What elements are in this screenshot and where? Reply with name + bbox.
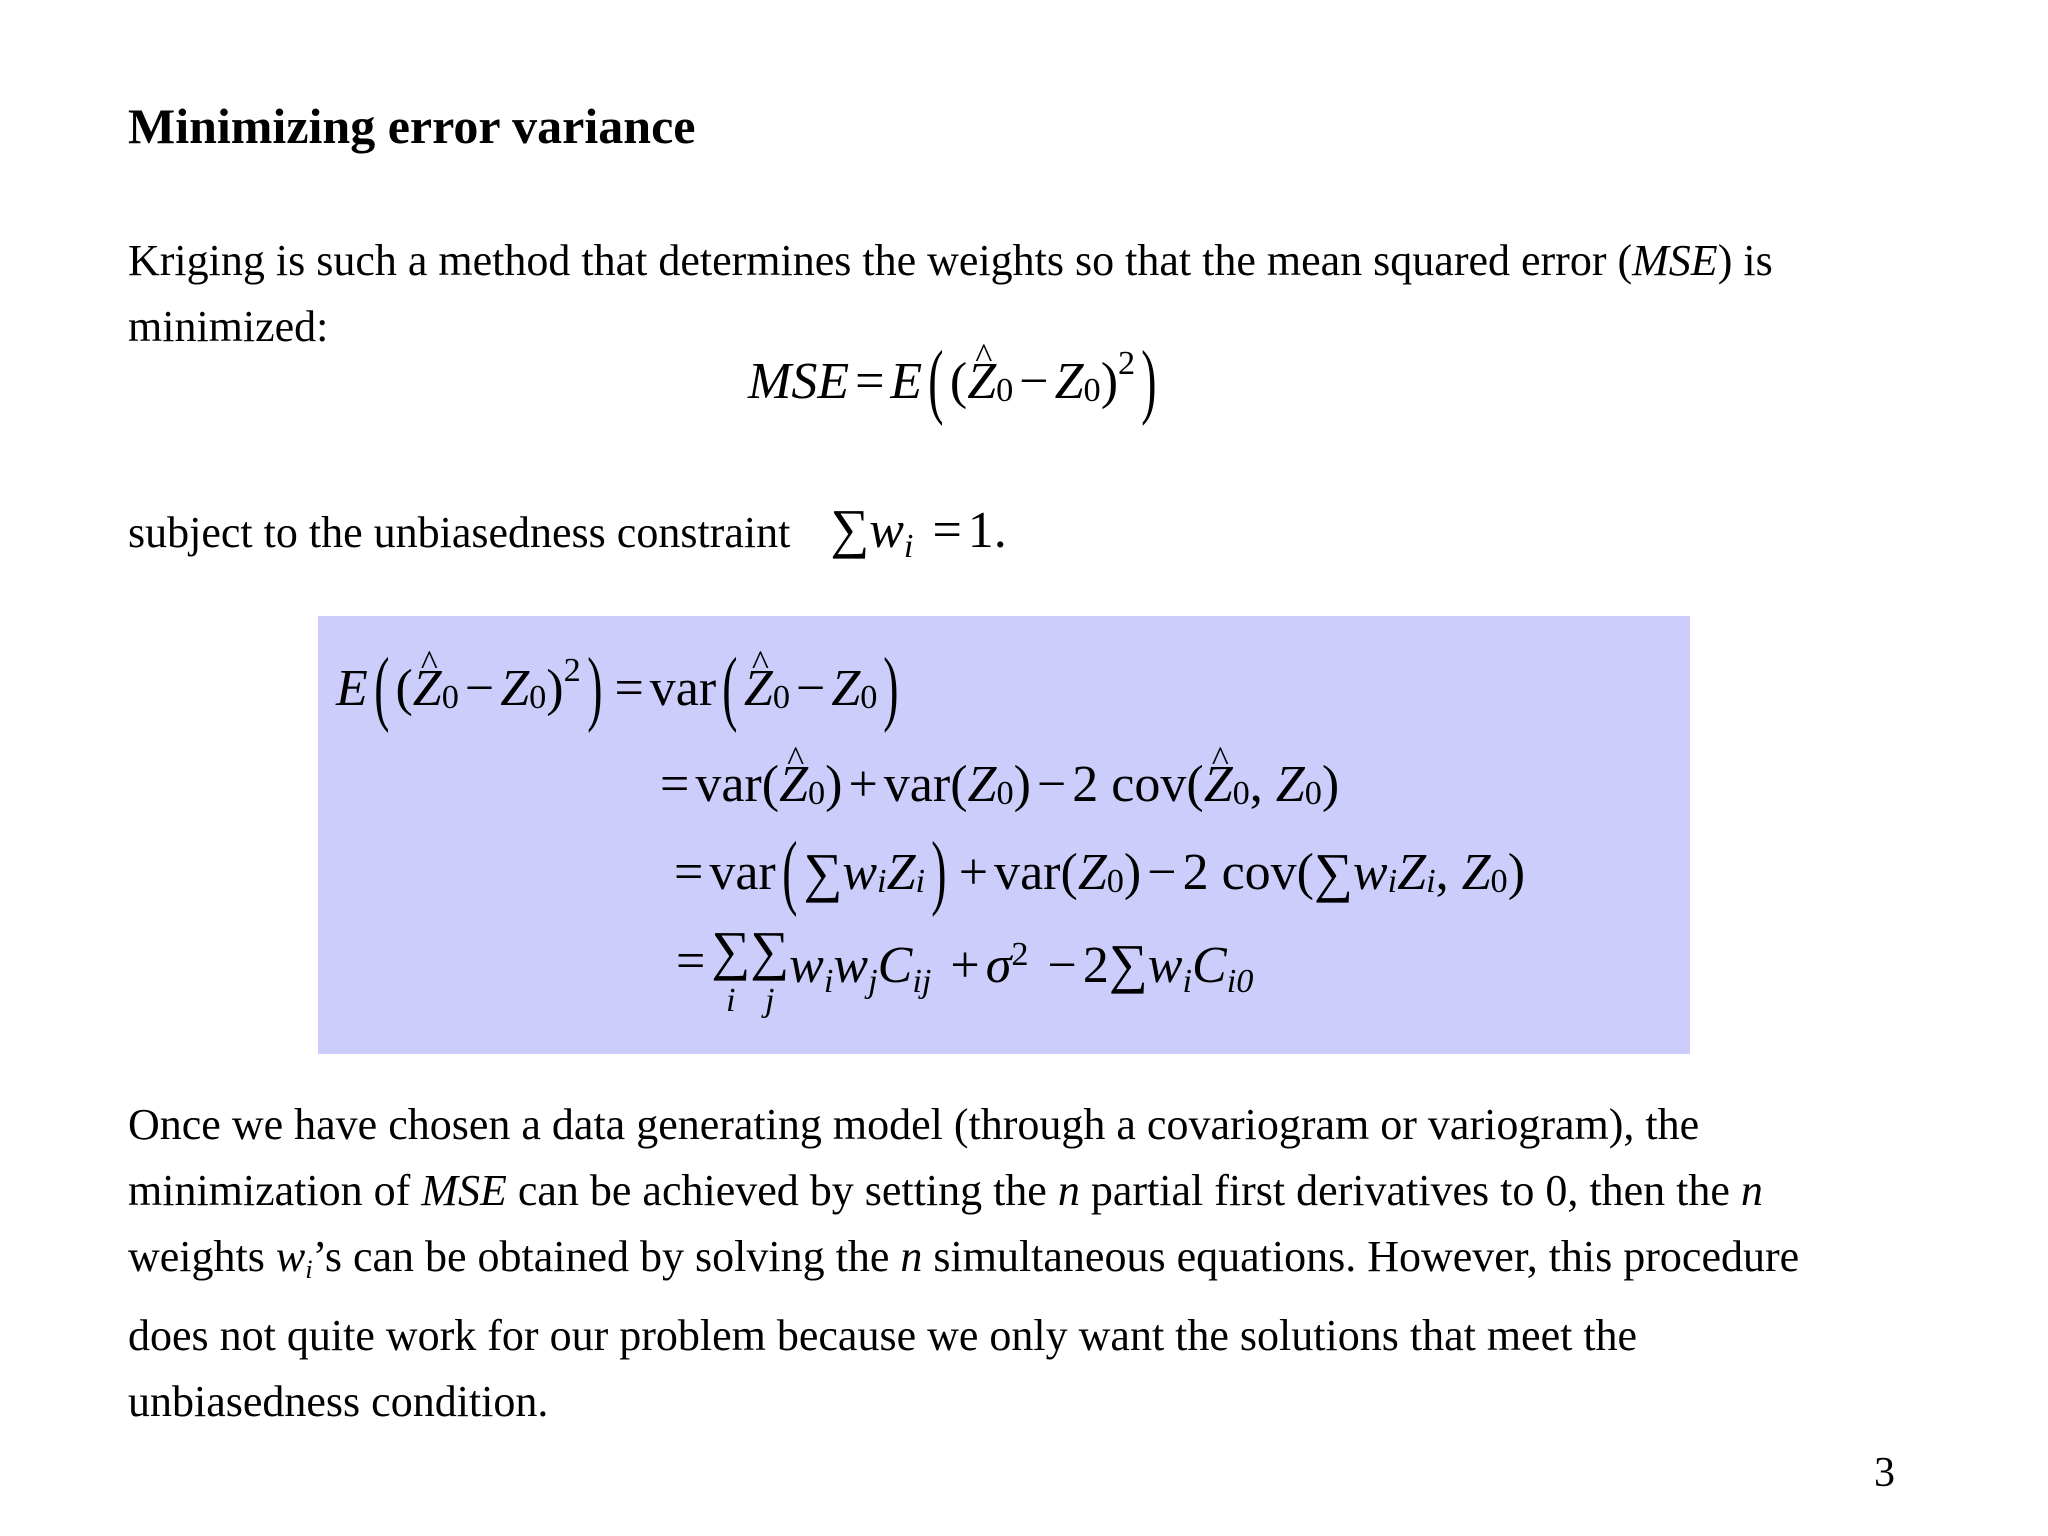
- conclusion-line-5: unbiasedness condition.: [128, 1377, 549, 1426]
- intro-line-2: minimized:: [128, 302, 329, 351]
- derivation-box: [318, 616, 1690, 1054]
- constraint-equation: ∑wi = 1.: [830, 498, 1007, 565]
- derivation-line-1: E ( ( ^ Z 0 − Z 0 ) 2 ) = var ( ^ Z 0 − Z 0 ): [336, 638, 905, 738]
- conclusion-paragraph: [128, 1092, 1799, 1435]
- derivation-line-4: = ∑ i ∑ j wiwjCij + $\sigma^2$ − 2∑wiCi0: [676, 920, 1254, 1019]
- conclusion-line-3: weights wi’s can be obtained by solving the n simultaneous equations. However, this procedure: [128, 1232, 1800, 1285]
- conclusion-line-1: Once we have chosen a data generating model (through a covariogram or variogram), the: [128, 1100, 1700, 1149]
- mse-equation: MSE = E ( ( ^ Z 0 − Z 0 ) 2 ): [748, 326, 1163, 436]
- page-title: Minimizing error variance: [128, 98, 696, 154]
- intro-line-1: Kriging is such a method that determines the weights so that the mean squared error (MSE) is: [128, 236, 1773, 285]
- conclusion-line-2: minimization of MSE can be achieved by setting the n partial first derivatives to 0, then the n: [128, 1166, 1763, 1215]
- derivation-line-2: = var ( ^ Z 0 ) + var ( Z 0 ) − 2 cov ( ^ Z 0 , Z 0 ): [654, 738, 1339, 830]
- conclusion-line-4: does not quite work for our problem because we only want the solutions that meet the: [128, 1311, 1638, 1360]
- page-number: 3: [1874, 1450, 1895, 1496]
- derivation-line-3: = var ( ∑ w i Z i ) + var ( Z 0 ) − 2 cov ( ∑ w i Z i , Z 0 ): [674, 825, 1526, 918]
- constraint-line: subject to the unbiasedness constraint ∑wi = 1.: [128, 496, 1007, 569]
